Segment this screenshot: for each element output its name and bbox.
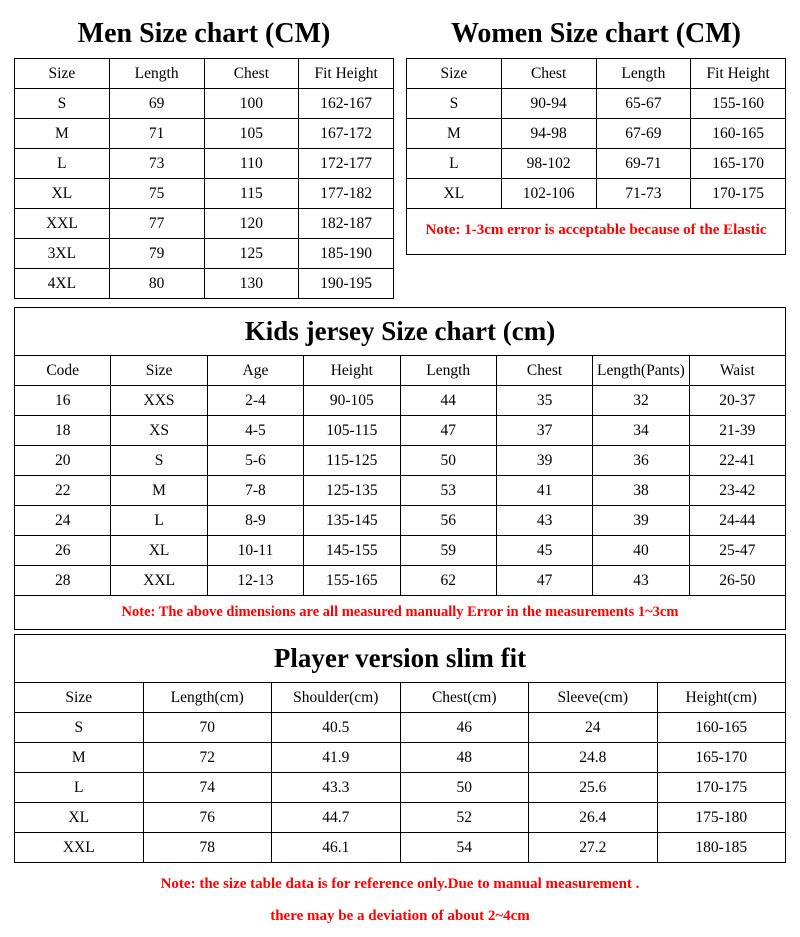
cell: 26.4 [529, 803, 658, 833]
cell: 52 [400, 803, 529, 833]
table-row [15, 239, 394, 269]
player-note-line-2: there may be a deviation of about 2~4cm [270, 907, 530, 924]
cell: 177-182 [299, 179, 394, 209]
column-header: Height [304, 356, 400, 386]
table-header-row [15, 356, 786, 386]
women-size-table [406, 58, 786, 209]
cell: 7-8 [207, 476, 303, 506]
table-header-row [407, 59, 786, 89]
cell: 155-160 [691, 89, 786, 119]
cell: 27.2 [529, 833, 658, 863]
cell: 50 [400, 446, 496, 476]
cell: 12-13 [207, 566, 303, 596]
cell: 125 [204, 239, 299, 269]
cell: 43 [496, 506, 592, 536]
cell: 43.3 [272, 773, 401, 803]
table-row [407, 89, 786, 119]
cell: 24 [529, 713, 658, 743]
kids-note-block [14, 596, 786, 630]
cell: 34 [593, 416, 689, 446]
cell: XL [111, 536, 207, 566]
cell: 74 [143, 773, 272, 803]
table-row [15, 506, 786, 536]
column-header: Size [15, 59, 110, 89]
cell: 72 [143, 743, 272, 773]
cell: 3XL [15, 239, 110, 269]
table-header-row [15, 683, 786, 713]
cell: 5-6 [207, 446, 303, 476]
cell: 38 [593, 476, 689, 506]
cell: M [111, 476, 207, 506]
column-header: Shoulder(cm) [272, 683, 401, 713]
cell: XL [15, 179, 110, 209]
table-row [15, 833, 786, 863]
cell: 125-135 [304, 476, 400, 506]
cell: L [15, 773, 144, 803]
cell: 50 [400, 773, 529, 803]
cell: 59 [400, 536, 496, 566]
cell: 69-71 [596, 149, 691, 179]
cell: M [15, 743, 144, 773]
cell: 102-106 [501, 179, 596, 209]
kids-size-chart-section [14, 307, 786, 630]
cell: 110 [204, 149, 299, 179]
cell: XXL [15, 833, 144, 863]
kids-chart-title: Kids jersey Size chart (cm) [244, 316, 556, 346]
women-note-text: Note: 1-3cm error is acceptable because of the Elastic [425, 222, 767, 238]
cell: 67-69 [596, 119, 691, 149]
cell: S [407, 89, 502, 119]
cell: XXL [111, 566, 207, 596]
column-header: Chest [501, 59, 596, 89]
cell: 94-98 [501, 119, 596, 149]
cell: 36 [593, 446, 689, 476]
column-header: Length [109, 59, 204, 89]
column-header: Fit Height [691, 59, 786, 89]
table-row [15, 269, 394, 299]
table-row [15, 446, 786, 476]
table-row [15, 89, 394, 119]
table-row [15, 386, 786, 416]
cell: 170-175 [691, 179, 786, 209]
cell: 23-42 [689, 476, 785, 506]
cell: 46 [400, 713, 529, 743]
cell: 8-9 [207, 506, 303, 536]
column-header: Size [407, 59, 502, 89]
cell: 170-175 [657, 773, 786, 803]
cell: 44 [400, 386, 496, 416]
cell: 79 [109, 239, 204, 269]
cell: 25-47 [689, 536, 785, 566]
cell: 180-185 [657, 833, 786, 863]
cell: XL [15, 803, 144, 833]
table-row [407, 119, 786, 149]
cell: 20 [15, 446, 111, 476]
cell: 39 [593, 506, 689, 536]
cell: 28 [15, 566, 111, 596]
column-header: Sleeve(cm) [529, 683, 658, 713]
cell: 78 [143, 833, 272, 863]
column-header: Waist [689, 356, 785, 386]
table-row [407, 179, 786, 209]
column-header: Chest(cm) [400, 683, 529, 713]
men-size-chart-section [14, 12, 400, 299]
cell: 145-155 [304, 536, 400, 566]
cell: 54 [400, 833, 529, 863]
cell: 41.9 [272, 743, 401, 773]
cell: 65-67 [596, 89, 691, 119]
cell: 69 [109, 89, 204, 119]
cell: 80 [109, 269, 204, 299]
cell: M [15, 119, 110, 149]
column-header: Height(cm) [657, 683, 786, 713]
cell: 48 [400, 743, 529, 773]
table-row [15, 416, 786, 446]
cell: 100 [204, 89, 299, 119]
cell: 41 [496, 476, 592, 506]
cell: 105 [204, 119, 299, 149]
table-row [15, 743, 786, 773]
cell: 120 [204, 209, 299, 239]
cell: XS [111, 416, 207, 446]
cell: 53 [400, 476, 496, 506]
cell: 16 [15, 386, 111, 416]
player-note-line-1: Note: the size table data is for reference only.Due to manual measurement . [160, 876, 640, 893]
men-chart-title: Men Size chart (CM) [77, 18, 331, 49]
kids-size-table [14, 355, 786, 596]
cell: 135-145 [304, 506, 400, 536]
cell: L [15, 149, 110, 179]
cell: 77 [109, 209, 204, 239]
kids-title-block [14, 307, 786, 355]
column-header: Age [207, 356, 303, 386]
top-charts-row [14, 12, 786, 299]
cell: S [15, 89, 110, 119]
cell: 4XL [15, 269, 110, 299]
column-header: Size [111, 356, 207, 386]
column-header: Length(Pants) [593, 356, 689, 386]
cell: 90-94 [501, 89, 596, 119]
cell: 4-5 [207, 416, 303, 446]
cell: 20-37 [689, 386, 785, 416]
table-row [15, 773, 786, 803]
cell: 167-172 [299, 119, 394, 149]
table-row [407, 149, 786, 179]
cell: 75 [109, 179, 204, 209]
cell: 172-177 [299, 149, 394, 179]
cell: 10-11 [207, 536, 303, 566]
cell: S [111, 446, 207, 476]
cell: 24.8 [529, 743, 658, 773]
cell: 160-165 [691, 119, 786, 149]
cell: 98-102 [501, 149, 596, 179]
cell: 185-190 [299, 239, 394, 269]
column-header: Length [596, 59, 691, 89]
women-note-block [406, 209, 786, 255]
cell: 76 [143, 803, 272, 833]
cell: 25.6 [529, 773, 658, 803]
player-title-block [14, 634, 786, 682]
cell: XXL [15, 209, 110, 239]
cell: 35 [496, 386, 592, 416]
cell: 182-187 [299, 209, 394, 239]
table-row [15, 536, 786, 566]
cell: 73 [109, 149, 204, 179]
cell: 18 [15, 416, 111, 446]
cell: 22 [15, 476, 111, 506]
kids-note-text: Note: The above dimensions are all measured manually Error in the measurements 1~3cm [121, 604, 679, 620]
cell: 105-115 [304, 416, 400, 446]
cell: 165-170 [657, 743, 786, 773]
table-header-row [15, 59, 394, 89]
table-row [15, 713, 786, 743]
cell: 130 [204, 269, 299, 299]
cell: 115 [204, 179, 299, 209]
column-header: Length [400, 356, 496, 386]
cell: S [15, 713, 144, 743]
cell: M [407, 119, 502, 149]
cell: 71 [109, 119, 204, 149]
cell: 26-50 [689, 566, 785, 596]
cell: 2-4 [207, 386, 303, 416]
cell: 40.5 [272, 713, 401, 743]
cell: 162-167 [299, 89, 394, 119]
cell: 22-41 [689, 446, 785, 476]
cell: 47 [400, 416, 496, 446]
cell: 70 [143, 713, 272, 743]
cell: 39 [496, 446, 592, 476]
cell: 190-195 [299, 269, 394, 299]
cell: 56 [400, 506, 496, 536]
table-row [15, 149, 394, 179]
column-header: Code [15, 356, 111, 386]
women-size-chart-section [400, 12, 786, 255]
cell: 26 [15, 536, 111, 566]
table-row [15, 179, 394, 209]
table-row [15, 209, 394, 239]
player-chart-title: Player version slim fit [273, 643, 527, 674]
column-header: Fit Height [299, 59, 394, 89]
men-size-table [14, 58, 394, 299]
cell: 37 [496, 416, 592, 446]
player-version-section [14, 634, 786, 932]
cell: 44.7 [272, 803, 401, 833]
cell: 71-73 [596, 179, 691, 209]
cell: 165-170 [691, 149, 786, 179]
cell: 21-39 [689, 416, 785, 446]
cell: 45 [496, 536, 592, 566]
cell: XL [407, 179, 502, 209]
cell: 160-165 [657, 713, 786, 743]
cell: L [111, 506, 207, 536]
player-size-table [14, 682, 786, 863]
cell: 46.1 [272, 833, 401, 863]
women-chart-title: Women Size chart (CM) [450, 18, 742, 49]
table-row [15, 476, 786, 506]
cell: 175-180 [657, 803, 786, 833]
cell: 24-44 [689, 506, 785, 536]
column-header: Chest [496, 356, 592, 386]
cell: L [407, 149, 502, 179]
cell: 115-125 [304, 446, 400, 476]
cell: 24 [15, 506, 111, 536]
cell: 90-105 [304, 386, 400, 416]
cell: 155-165 [304, 566, 400, 596]
table-row [15, 803, 786, 833]
cell: 47 [496, 566, 592, 596]
cell: 32 [593, 386, 689, 416]
column-header: Size [15, 683, 144, 713]
table-row [15, 119, 394, 149]
cell: 43 [593, 566, 689, 596]
cell: XXS [111, 386, 207, 416]
player-note-block [14, 863, 786, 932]
column-header: Chest [204, 59, 299, 89]
cell: 40 [593, 536, 689, 566]
cell: 62 [400, 566, 496, 596]
table-row [15, 566, 786, 596]
column-header: Length(cm) [143, 683, 272, 713]
